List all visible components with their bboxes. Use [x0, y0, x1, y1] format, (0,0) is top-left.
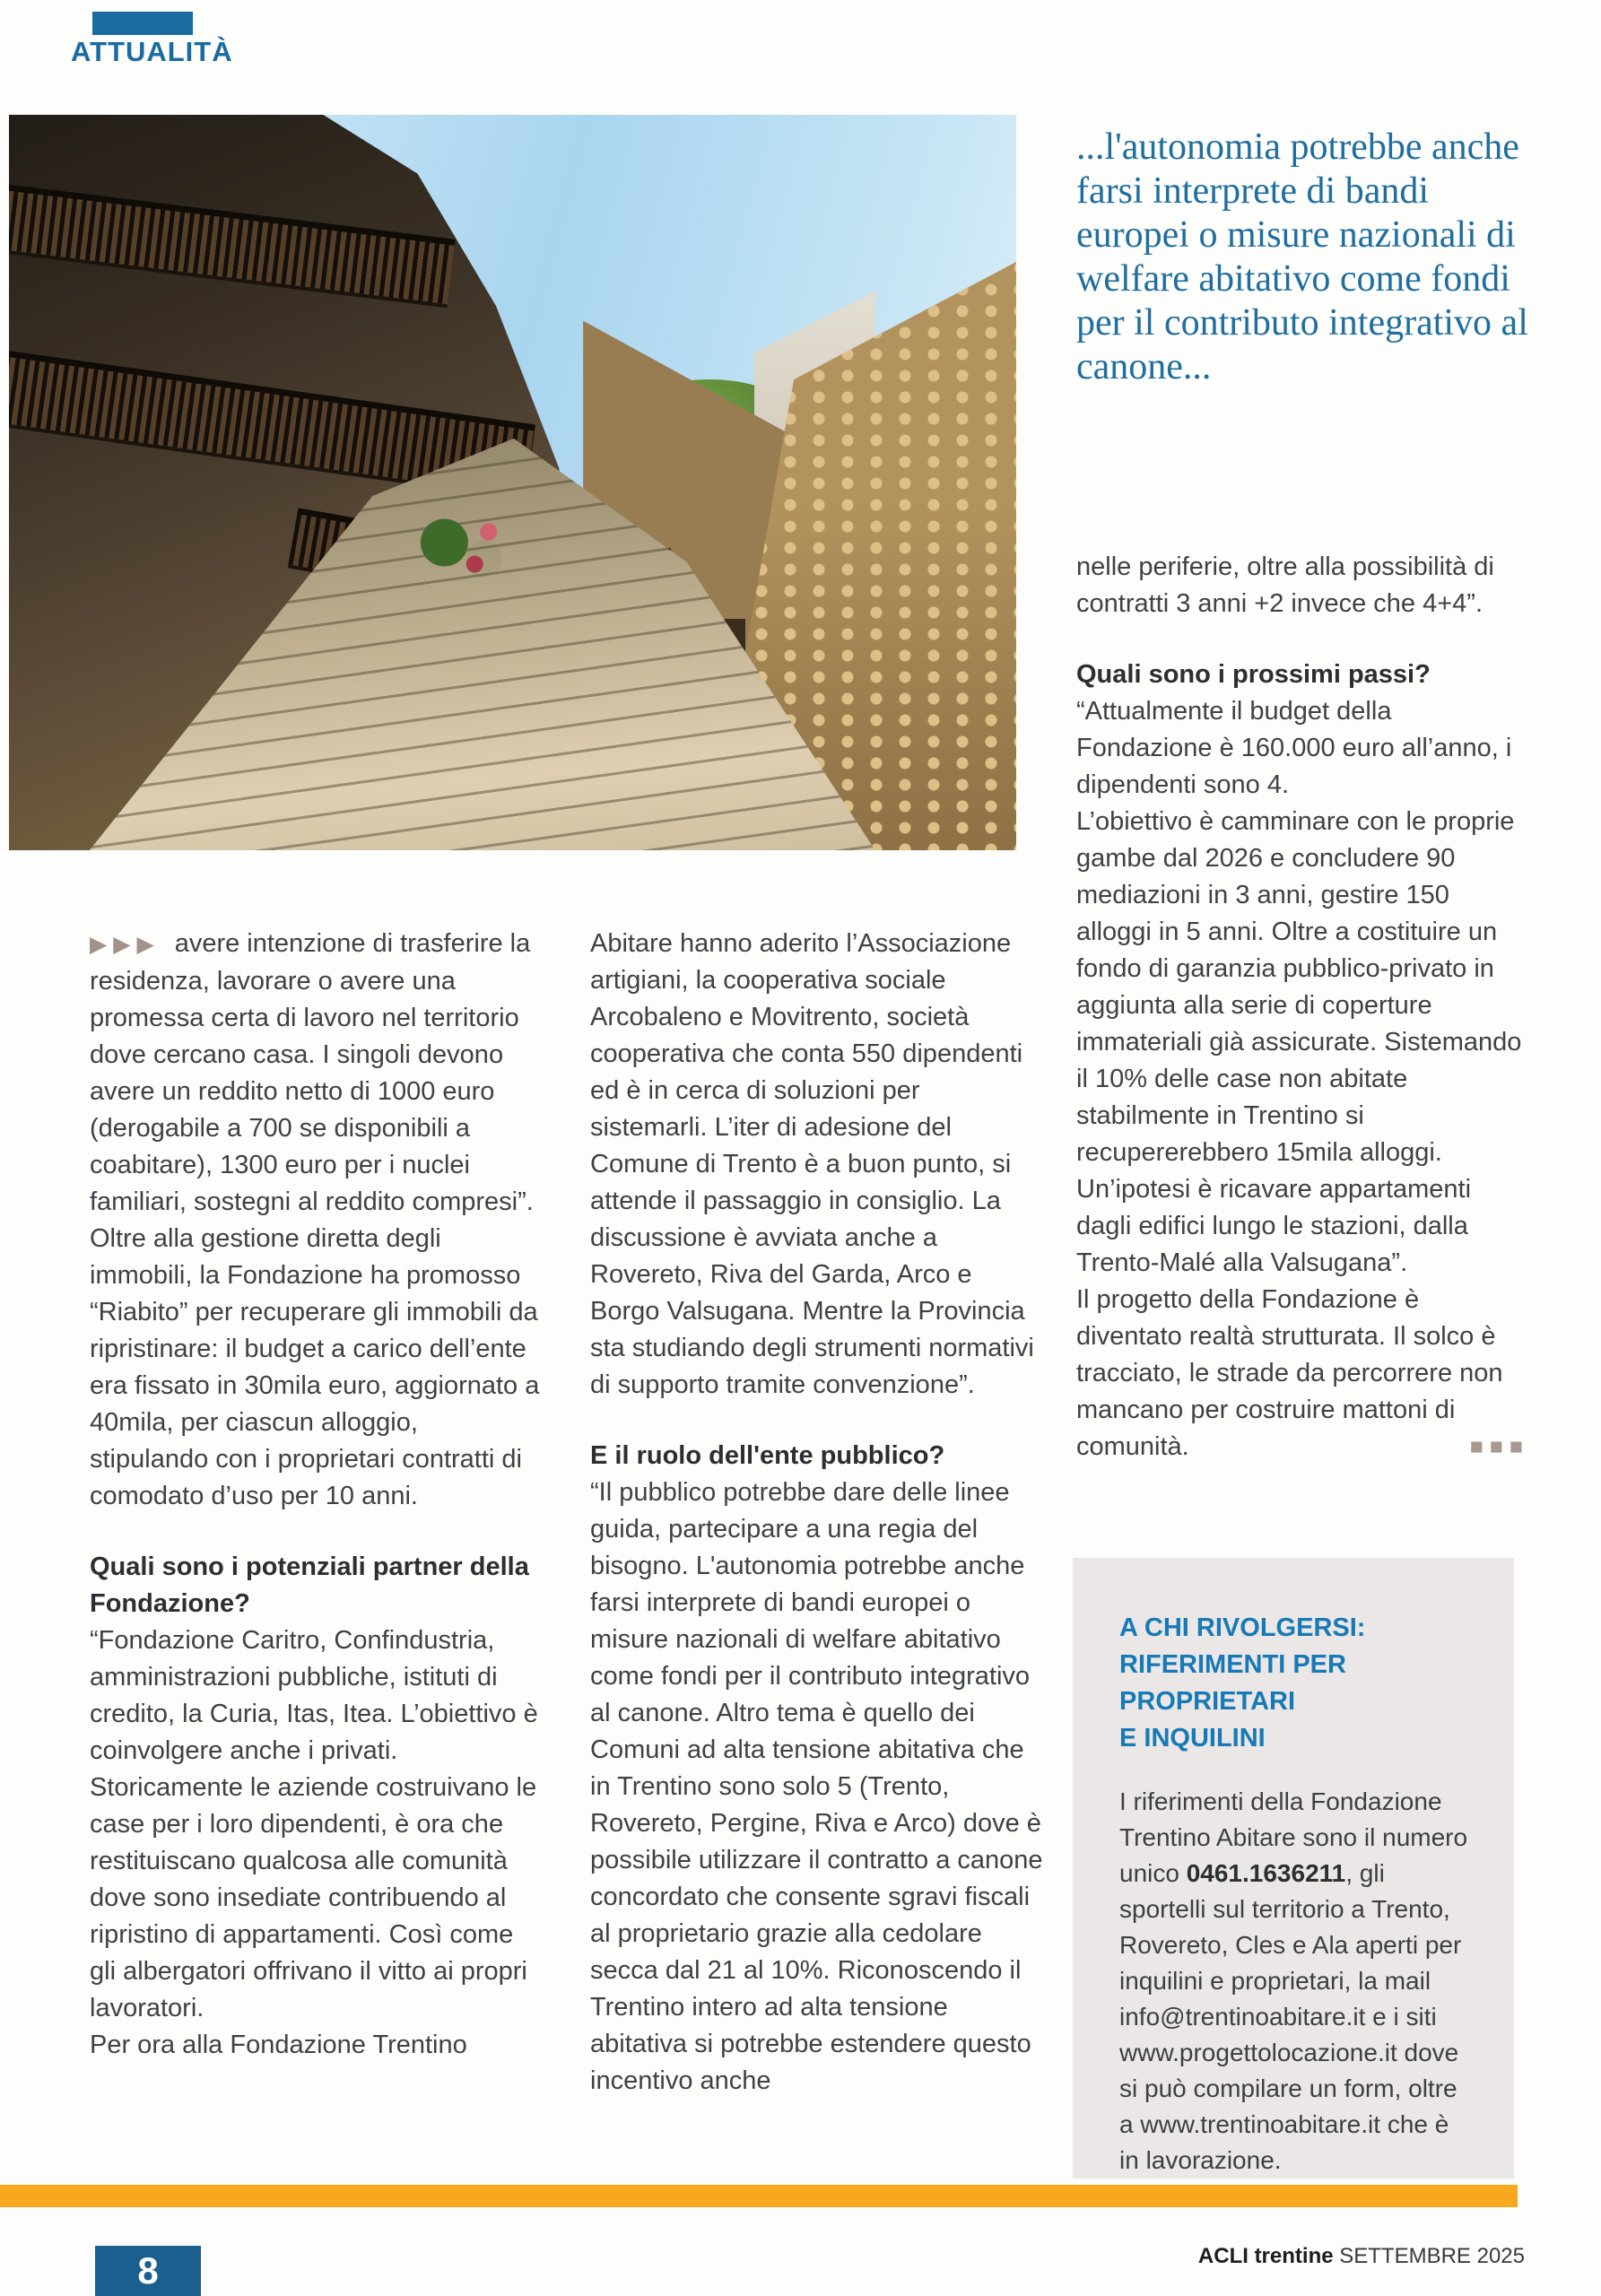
- infobox-title-line-2: RIFERIMENTI PER PROPRIETARI: [1119, 1650, 1346, 1716]
- article-column-3: [1076, 549, 1529, 1465]
- pull-quote: ...l'autonomia potrebbe anche farsi interprete di bandi europei o misure nazionali di welfare abitativo come fondi per il contributo integrativo al canone...: [1076, 126, 1528, 387]
- continuation-arrows-icon: ▶▶▶: [90, 932, 161, 957]
- section-label: ATTUALITÀ: [71, 36, 233, 67]
- col1-paragraph-3: Per ora alla Fondazione Trentino: [90, 2031, 467, 2059]
- magazine-name: ACLI trentine: [1197, 2244, 1334, 2268]
- end-of-article-squares-icon: ■■■: [1469, 1434, 1529, 1459]
- infobox-title: [1119, 1610, 1469, 1757]
- photo-flowers: [412, 505, 528, 595]
- footer-accent-bar: [0, 2185, 1518, 2207]
- footer-magazine-info: [1198, 2244, 1525, 2269]
- infobox-body: [1119, 1784, 1469, 2179]
- col1-paragraph-1: avere intenzione di trasferire la residenza, lavorare o avere una promessa certa di lavoro nel territorio dove cercano casa. I singoli devono avere un reddito netto di 1000 euro (derogabile a 700 se disponibili a coabitare), 1300 euro per i nuclei familiari, sostegni al reddito compresi”. Oltre alla gestione diretta degli immobili, la Fondazione ha promosso “Riabito” per recuperare gli immobili da ripristinare: il budget a carico dell’ente era fissato in 30mila euro, aggiornato a 40mila, per ciascun alloggio, stipulando con i proprietari contratti di comodato d’uso per 10 anni.: [90, 929, 540, 1510]
- col2-question-heading: E il ruolo dell'ente pubblico?: [590, 1441, 945, 1470]
- col3-paragraph-3: L’obiettivo è camminare con le proprie gambe dal 2026 e concludere 90 mediazioni in 3 anni, gestire 150 alloggi in 5 anni. Oltre a costituire un fondo di garanzia pubblico-privato in aggiunta alla serie di coperture immateriali già assicurate. Sistemando il 10% delle case non abitate stabilmente in Trentino si recupererebbero 15mila alloggi. Un’ipotesi è ricavare appartamenti dagli edifici lungo le stazioni, dalla Trento-Malé alla Valsugana”.: [1076, 807, 1522, 1277]
- col3-paragraph-4: Il progetto della Fondazione è diventato realtà strutturata. Il solco è tracciato, le strade da percorrere non mancano per costruire mattoni di comunità.: [1076, 1285, 1503, 1461]
- infobox-phone-number: 0461.1636211: [1186, 1859, 1346, 1887]
- infobox-body-pre: I riferimenti della Fondazione Trentino Abitare sono il numero unico: [1119, 1787, 1468, 1887]
- infobox-title-line-1: A CHI RIVOLGERSI:: [1119, 1613, 1366, 1642]
- contact-infobox: [1073, 1558, 1514, 2179]
- col3-question-heading: Quali sono i prossimi passi?: [1076, 660, 1431, 689]
- village-street-photo: [9, 115, 1016, 850]
- section-marker-bar: [92, 12, 193, 35]
- col3-paragraph-2: “Attualmente il budget della Fondazione è 160.000 euro all’anno, i dipendenti sono 4.: [1076, 697, 1512, 799]
- infobox-title-line-3: E INQUILINI: [1119, 1724, 1266, 1752]
- page-number-badge: 8: [95, 2246, 201, 2296]
- col2-paragraph-2: “Il pubblico potrebbe dare delle linee guida, partecipare a una regia del bisogno. L'autonomia potrebbe anche farsi interprete di bandi europei o misure nazionali di welfare abitativo come fondi per il contributo integrativo al canone. Altro tema è quello dei Comuni ad alta tensione abitativa che in Trentino sono solo 5 (Trento, Rovereto, Pergine, Riva e Arco) dove è possibile utilizzare il contratto a canone concordato che consente sgravi fiscali al proprietario grazie alla cedolare secca dal 21 al 10%. Riconoscendo il Trentino intero ad alta tensione abitativa si potrebbe estendere questo incentivo anche: [590, 1478, 1043, 2095]
- article-column-2: [590, 926, 1043, 2100]
- issue-date: SETTEMBRE 2025: [1339, 2244, 1525, 2268]
- infobox-body-post: , gli sportelli sul territorio a Trento, Rovereto, Cles e Ala aperti per inquilini e proprietari, la mail info@trentinoabitare.it e i siti www.progettolocazione.it dove si può compilare un form, oltre a www.trentinoabitare.it che è in lavorazione.: [1119, 1859, 1462, 2174]
- col3-paragraph-1: nelle periferie, oltre alla possibilità di contratti 3 anni +2 invece che 4+4”.: [1076, 552, 1494, 618]
- col2-paragraph-1: Abitare hanno aderito l’Associazione artigiani, la cooperativa sociale Arcobaleno e Movitrento, società cooperativa che conta 550 dipendenti ed è in cerca di soluzioni per sistemarli. L’iter di adesione del Comune di Trento è a buon punto, si attende il passaggio in consiglio. La discussione è avviata anche a Rovereto, Riva del Garda, Arco e Borgo Valsugana. Mentre la Provincia sta studiando degli strumenti normativi di supporto tramite convenzione”.: [590, 929, 1034, 1399]
- col1-question-heading: Quali sono i potenziali partner della Fondazione?: [90, 1552, 529, 1618]
- col1-paragraph-2: “Fondazione Caritro, Confindustria, amministrazioni pubbliche, istituti di credito, la Curia, Itas, Itea. L’obiettivo è coinvolgere anche i privati. Storicamente le aziende costruivano le case per i loro dipendenti, è ora che restituiscano qualcosa alle comunità dove sono insediate contribuendo al ripristino di appartamenti. Così come gli albergatori offrivano il vitto ai propri lavoratori.: [90, 1626, 538, 2022]
- article-column-1: [90, 926, 543, 2064]
